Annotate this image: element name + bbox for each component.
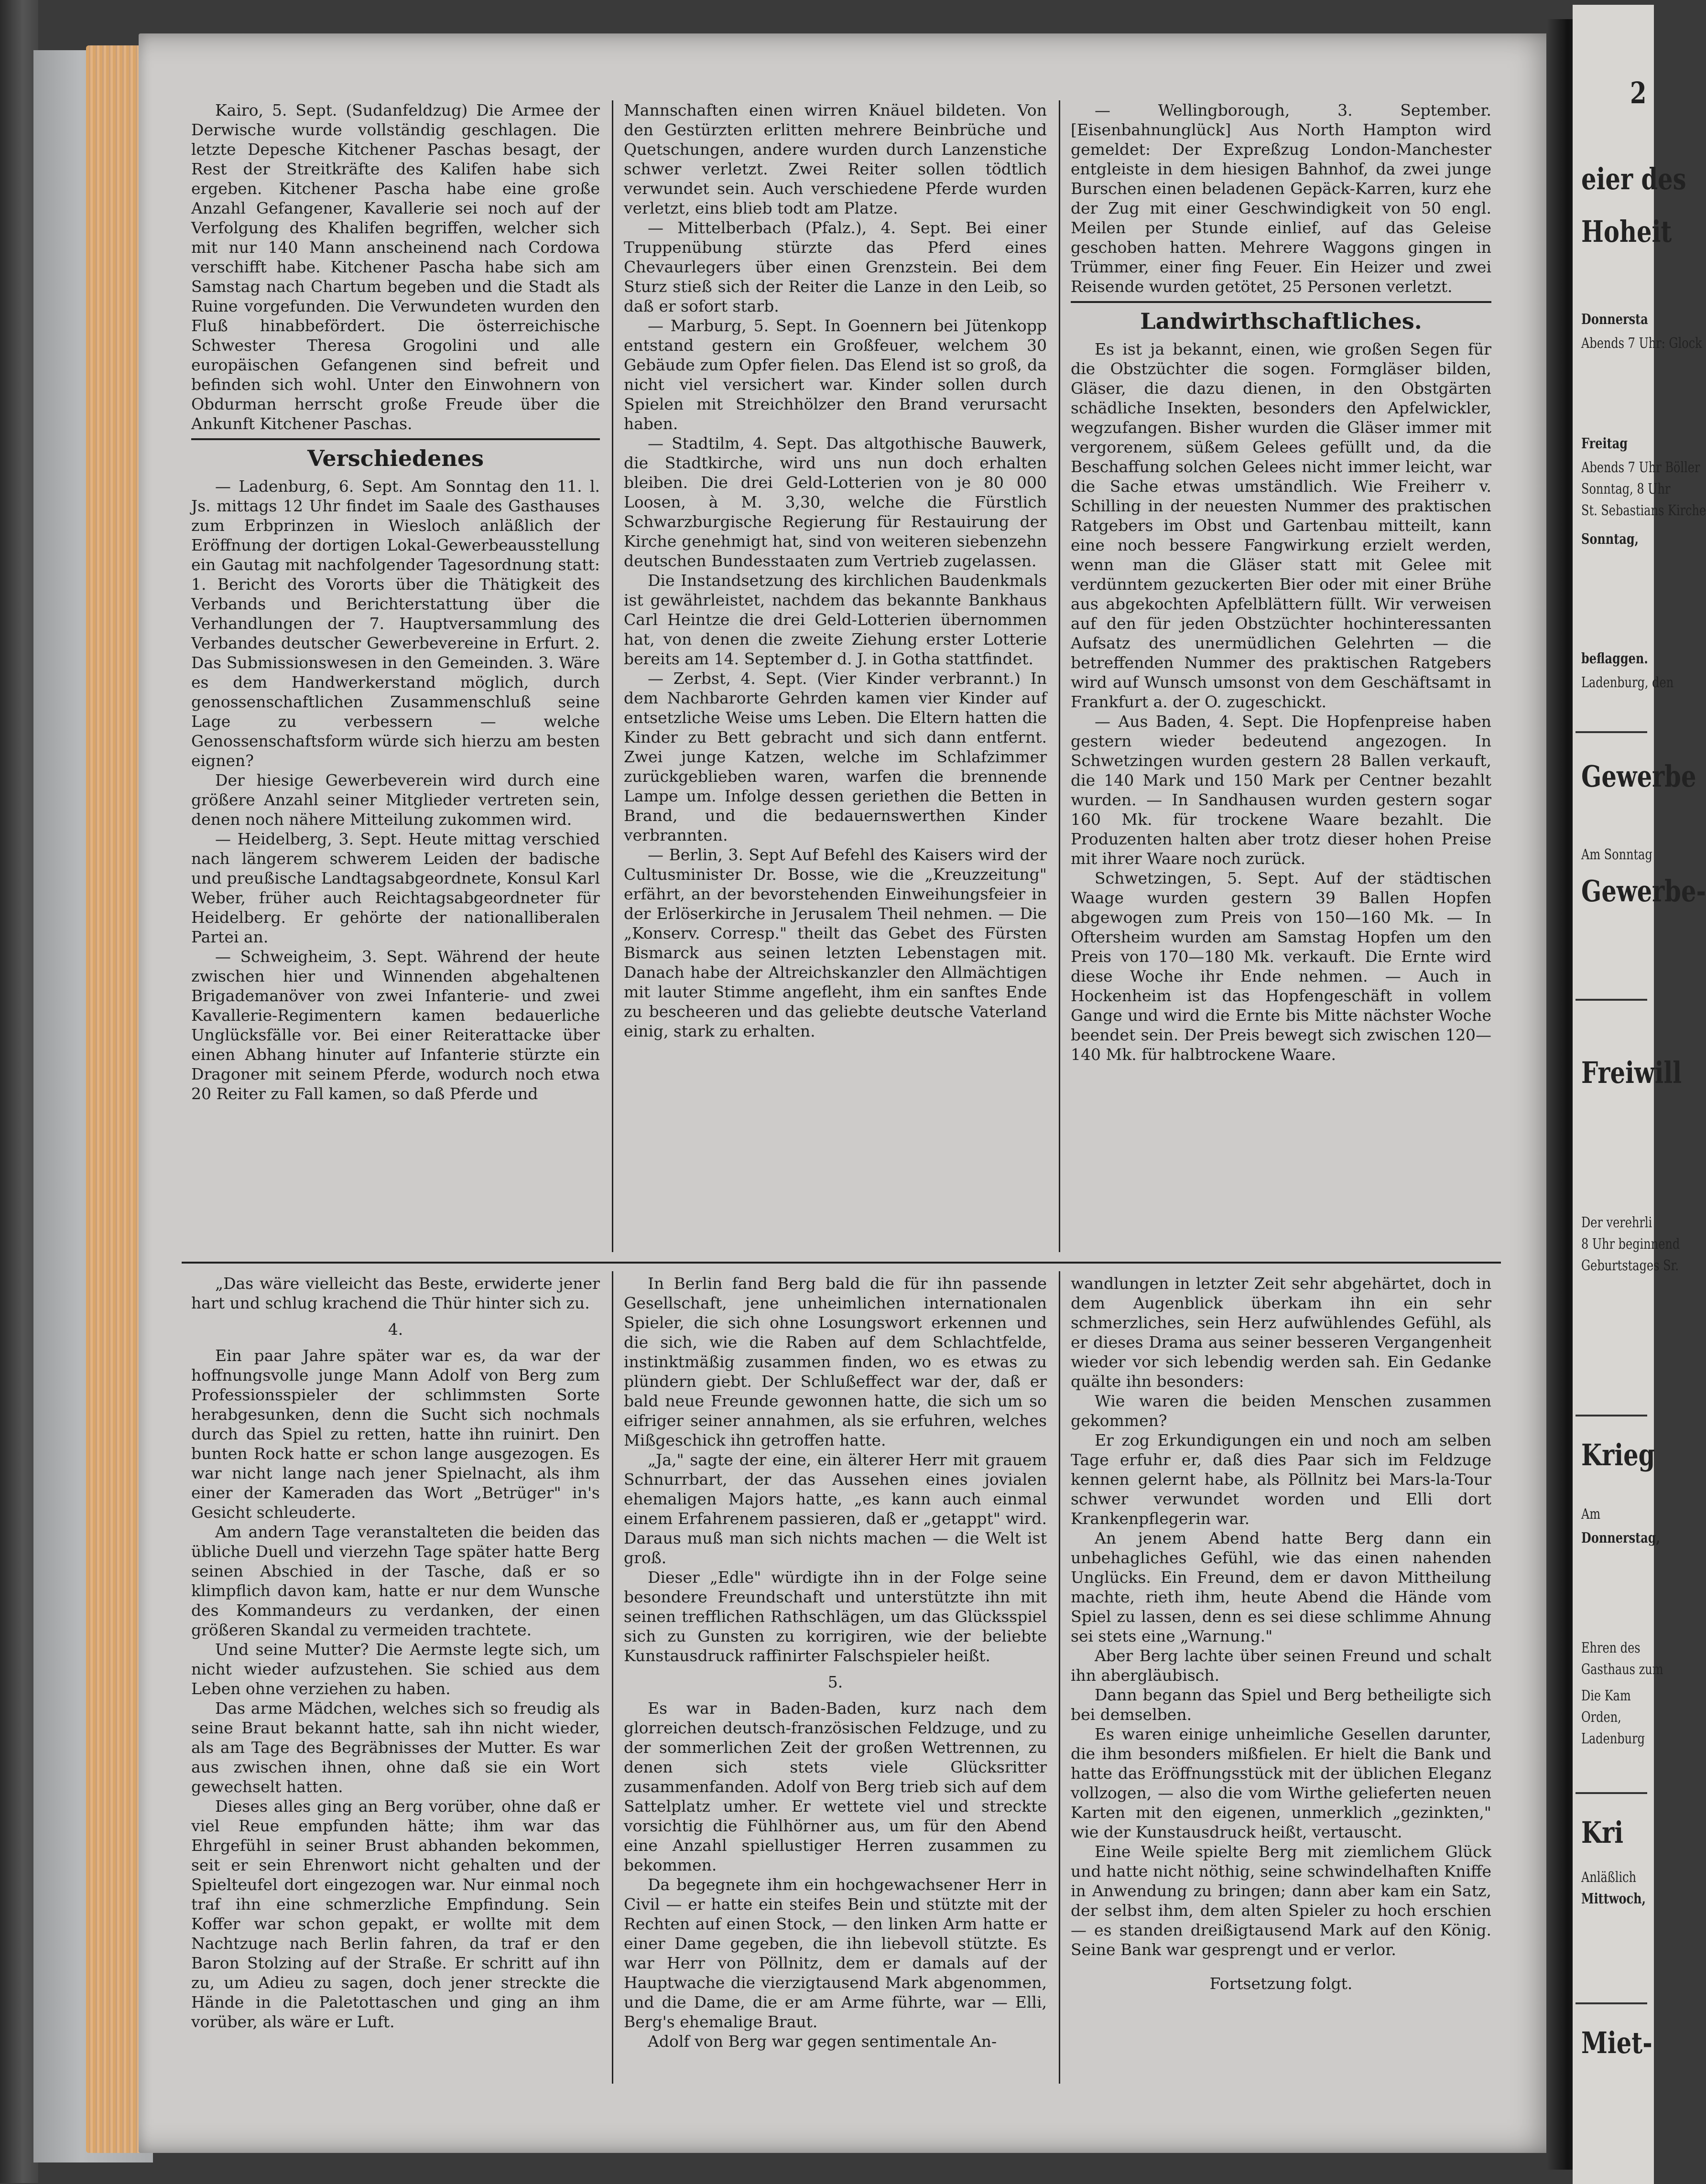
news-paragraph: — Berlin, 3. Sept Auf Befehl des Kaisers wird der Cultusminister Dr. Bosse, wie die „Kreuzzeitung" erfährt, an der bevorstehenden Einweihungsfeier in der Erlöserkirche in Jerusalem Theil nehmen. — Die „Konserv. Corresp." theilt das Gebet des Fürsten Bismarck aus seinen letzten Lebenstagen mit. Danach habe der Altreichskanzler den Allmächtigen mit lauter Stimme angefleht, ihm ein sanftes Ende zu bescheeren und das geliebte deutsche Vaterland einig, stark zu erhalten. [624, 845, 1047, 1040]
adjacent-page-fragment: Freiwill [1581, 1055, 1682, 1090]
adjacent-page-fragment: Abends 7 Uhr Böller [1581, 459, 1700, 476]
adjacent-page-fragment: Gasthaus zum [1581, 1661, 1663, 1678]
adjacent-page-fragment: Donnersta [1581, 311, 1648, 328]
story-paragraph: Wie waren die beiden Menschen zusammen gekommen? [1071, 1392, 1491, 1430]
story-paragraph: Adolf von Berg war gegen sentimentale An- [648, 2032, 997, 2051]
adjacent-page-fragment: 8 Uhr beginnend [1581, 1236, 1680, 1253]
chapter-number: 5. [827, 1673, 843, 1691]
adjacent-page-fragment: Gewerbe- [1581, 874, 1706, 908]
news-paragraph: — Wellingborough, 3. September. [Eisenbahnunglück] Aus North Hampton wird gemeldet: Der Expreßzug London-Manchester entgleiste in dem hiesigen Bahnhof, da zwei junge Burschen einen beladenen Gepäck-Karren, kurz ehe der Zug mit einer Geschwindigkeit von 50 engl. Meilen per Stunde einlief, auf das Geleise geschoben hatten. Mehrere Waggons gingen in Trümmer, einer fing Feuer. Ein Heizer und zwei Reisende wurden getötet, 25 Personen verletzt. [1071, 101, 1491, 296]
adjacent-page-fragment: 2 [1630, 76, 1647, 110]
story-paragraph: Dieses alles ging an Berg vorüber, ohne daß er viel Reue empfunden hätte; ihm war das Ehrgefühl in seiner Brust abhanden bekommen, seit er sein Ehrenwort nicht gehalten und der Spielteufel dort eingezogen war. Nur einmal noch traf ihn eine schmerzliche Empfindung. Sein Koffer war schon gepakt, er wollte mit dem Nachtzuge nach Berlin fahren, da traf er den Baron Stolzing auf der Straße. Er schritt auf ihn zu, um Adieu zu sagen, doch jener streckte die Hände in die Paletottaschen und ging an ihm vorüber, als wäre er Luft. [191, 1797, 600, 2031]
news-paragraph: Der hiesige Gewerbeverein wird durch eine größere Anzahl seiner Mitglieder vertreten sein, denen noch nähere Mitteilung zukommen wird. [191, 771, 600, 829]
continuation-note: Fortsetzung folgt. [1209, 1974, 1353, 1993]
column-rule [612, 1271, 613, 2084]
adjacent-page-fragment: Orden, [1581, 1709, 1621, 1726]
adjacent-page-fragment: beflaggen. [1581, 650, 1648, 667]
adjacent-page-fragment: St. Sebastians Kirche [1581, 502, 1706, 519]
story-paragraph: Er zog Erkundigungen ein und noch am selben Tage erfuhr er, daß dies Paar sich im Feldzuge kennen gelernt habe, als Pöllnitz bei Mars-la-Tour schwer verwundet worden und Elli dort Krankenpflegerin war. [1071, 1431, 1491, 1528]
book-binding-edge [0, 0, 38, 2183]
story-paragraph: Es waren einige unheimliche Gesellen darunter, die ihm besonders mißfielen. Er hielt die Bank und hatte das Eröffnungsstück mit der üblichen Eleganz vollzogen, — also die vom Wirthe gelieferten neuen Karten mit den eigenen, unmerklich „gezinkten," wie der Kunstausdruck heißt, vertauscht. [1071, 1725, 1491, 1841]
news-paragraph: — Zerbst, 4. Sept. (Vier Kinder verbrannt.) In dem Nachbarorte Gehrden kamen vier Kinder auf entsetzliche Weise ums Leben. Die Eltern hatten die Kinder zu Bett gebracht und sich dann entfernt. Zwei junge Katzen, welche im Schlafzimmer zurückgeblieben waren, warfen die brennende Lampe um. Infolge dessen geriethen die Betten in Brand, und die bedauernswerthen Kinder verbrannten. [624, 669, 1047, 844]
news-paragraph: — Schweigheim, 3. Sept. Während der heute zwischen hier und Winnenden abgehaltenen Brigademanöver von zwei Infanterie- und zwei Kavallerie-Regimentern kamen bedauerliche Unglücksfälle vor. Bei einer Reiterattacke über einen Abhang hinuter auf Infanterie stürzte ein Dragoner mit seinem Pferde, wodurch noch etwa 20 Reiter zu Fall kamen, so daß Pferde und [191, 947, 600, 1103]
story-paragraph: Ein paar Jahre später war es, da war der hoffnungsvolle junge Mann Adolf von Berg zum Professionsspieler der schlimmsten Sorte herabgesunken, denn die Sucht sich nochmals durch das Spiel zu retten, hatte ihn ruinirt. Den bunten Rock hatte er schon lange ausgezogen. Es war nicht lange nach jener Spielnacht, als ihm einer der Kameraden das Wort „Betrüger" in's Gesicht schleuderte. [191, 1346, 600, 1522]
story-paragraph: Das arme Mädchen, welches sich so freudig als seine Braut bekannt hatte, sah ihn nicht wieder, als am Tage des Begräbnisses der Mutter. Es war aus zwischen ihnen, ohne daß sie ein Wort gewechselt hatten. [191, 1699, 600, 1796]
adjacent-page-fragment: Krieg [1581, 1438, 1655, 1472]
adjacent-page-fragment: Freitag [1581, 435, 1628, 452]
adjacent-page-rule [1576, 999, 1647, 1001]
news-paragraph: Es ist ja bekannt, einen, wie großen Segen für die Obstzüchter die sogen. Formgläser bilden, Gläser, die dazu dienen, in den Obstgärten schädliche Insekten, besonders den Apfelwickler, wegzufangen. Bisher wurden die Gläser immer mit vergorenem, süßem Gelees gefüllt und, da die Beschaffung solchen Gelees nicht immer leicht, war die Sache etwas umständlich. Wie Freiherr v. Schilling in der neuesten Nummer des praktischen Ratgebers im Obst und Gartenbau mitteilt, kann eine noch bessere Fangwirkung erzielt werden, wenn man die Gläser statt mit Gelee mit verdünntem gezuckerten Bier oder mit einer Brühe aus abgekochten Apfelblättern füllt. Wir verweisen auf den für jeden Obstzüchter hochinteressanten Aufsatz des unermüdlichen Gelehrten — die betreffenden Nummer des praktischen Ratgebers wird auf Wunsch umsonst von dem Geschäftsamt in Frankfurt a. der O. zugeschickt. [1071, 340, 1491, 711]
story-paragraph: Am andern Tage veranstalteten die beiden das übliche Duell und vierzehn Tage später hatte Berg seinen Abschied in der Tasche, daß er so klimpflich davon kam, hatte er nur dem Wunsche des Kommandeurs zu verdanken, der einen größeren Skandal zu vermeiden trachtete. [191, 1523, 600, 1639]
adjacent-page-fragment: eier des [1581, 162, 1686, 196]
adjacent-page-fragment: Sonntag, [1581, 531, 1639, 548]
story-paragraph: Dieser „Edle" würdigte ihn in der Folge seine besondere Freundschaft und unterstützte ihn mit seinen trefflichen Rathschlägen, um das Glücksspiel sich zu Gunsten zu korrigiren, wie der beliebte Kunstausdruck raffinirter Falschspieler heißt. [624, 1568, 1047, 1665]
news-paragraph: Kairo, 5. Sept. (Sudanfeldzug) Die Armee der Derwische wurde vollständig geschlagen. Die letzte Depesche Kitchener Paschas besagt, der Rest der Streitkräfte des Kalifen habe sich ergeben. Kitchener Pascha habe eine große Anzahl Gefangener, Kavallerie sei noch auf der Verfolgung des Khalifen begriffen, welcher sich mit nur 140 Mann anscheinend nach Cordowa verschifft habe. Kitchener Pascha habe sich am Samstag nach Chartum begeben und die Stadt als Ruine vorgefunden. Die Verwundeten wurden den Fluß hinabbefördert. Die österreichische Schwester Theresa Grogolini und alle europäischen Gefangenen sind befreit und befinden sich wohl. Unter den Einwohnern von Obdurman herrscht große Freude über die Ankunft Kitchener Paschas. [191, 101, 600, 433]
page-stack-edge [86, 45, 143, 2153]
story-paragraph: wandlungen in letzter Zeit sehr abgehärtet, doch in dem Augenblick überkam ihn ein sehr schmerzliches, sein Herz aufwühlendes Gefühl, als er dieses Drama aus seiner besseren Vergangenheit wieder vor sich lebendig werden sah. Ein Gedanke quälte ihn besonders: [1071, 1274, 1491, 1391]
adjacent-page-rule [1576, 731, 1647, 733]
section-heading-landwirthschaftliches: Landwirthschaftliches. [1140, 308, 1422, 334]
story-paragraph: Aber Berg lachte über seinen Freund und schalt ihn abergläubisch. [1071, 1646, 1491, 1685]
adjacent-page-fragment: Geburtstages Sr. [1581, 1257, 1679, 1274]
news-paragraph: — Aus Baden, 4. Sept. Die Hopfenpreise haben gestern wieder bedeutend angezogen. In Schwetzingen wurden gestern 28 Ballen verkauft, die 140 Mark und 150 Mark per Centner bezahlt wurden. — In Sandhausen wurden gestern sogar 160 Mk. für trockene Waare bezahlt. Die Produzenten halten aber trotz dieser hohen Preise mit ihrer Waare noch zurück. [1071, 712, 1491, 868]
adjacent-page-fragment: Ladenburg [1581, 1730, 1645, 1747]
section-heading-verschiedenes: Verschiedenes [307, 445, 484, 471]
adjacent-page-fragment: Am [1581, 1506, 1601, 1523]
column-rule [1059, 100, 1060, 1252]
story-paragraph: In Berlin fand Berg bald die für ihn passende Gesellschaft, jene unheimlichen internationalen Spieler, die sich ohne Losungswort erkennen und die sich, wie die Raben auf dem Schlachtfelde, instinktmäßig zusammen finden, wo es etwas zu plündern giebt. Der Schlußeffect war der, daß er bald neue Freunde gewonnen hatte, die sich um so eifriger seiner annahmen, als sie erfuhren, welches Mißgeschick ihn getroffen hatte. [624, 1274, 1047, 1449]
adjacent-page-fragment: Die Kam [1581, 1687, 1631, 1704]
feuilleton-column-3 [1071, 1274, 1491, 2000]
story-paragraph: „Das wäre vielleicht das Beste, erwiderte jener hart und schlug krachend die Thür hinter sich zu. [191, 1274, 600, 1312]
adjacent-page-fragment: Gewerbe [1581, 759, 1696, 794]
feuilleton-column-1 [191, 1274, 600, 2032]
chapter-number: 4. [388, 1320, 403, 1339]
adjacent-page-fragment: Mittwoch, [1581, 1891, 1646, 1907]
story-paragraph: Da begegnete ihm ein hochgewachsener Herr in Civil — er hatte ein steifes Bein und stützte mit der Rechten auf einen Stock, — den linken Arm hatte er einer Dame gegeben, die ihn liebevoll stützte. Es war Herr von Pöllnitz, dem er damals auf der Hauptwache die vierzigtausend Mark abgenommen, und die Dame, die er am Arme führte, war — Elli, Berg's ehemalige Braut. [624, 1875, 1047, 2031]
adjacent-page-fragment: Donnerstag, [1581, 1530, 1660, 1546]
column-rule [1059, 1271, 1060, 2084]
news-paragraph: Schwetzingen, 5. Sept. Auf der städtischen Waage wurden gestern 39 Ballen Hopfen abgewogen zum Preis von 150—160 Mk. — In Oftersheim wurden am Samstag Hopfen um den Preis von 170—180 Mk. verkauft. Die Ernte wird diese Woche ihr Ende nehmen. — Auch in Hockenheim ist das Hopfengeschäft in vollem Gange und wird die Ernte bis Mitte nächster Woche beendet sein. Der Preis bewegt sich zwischen 120—140 Mk. für halbtrockene Waare. [1071, 869, 1491, 1064]
news-paragraph: — Stadtilm, 4. Sept. Das altgothische Bauwerk, die Stadtkirche, wird uns nun doch erhalten bleiben. Die drei Geld-Lotterien von je 80 000 Loosen, à M. 3,30, welche die Fürstlich Schwarzburgische Regierung für Restauirung der Kirche genehmigt hat, sind von weiteren siebenzehn deutschen Bundesstaaten zum Vertrieb zugelassen. [624, 434, 1047, 570]
column-rule [612, 100, 613, 1252]
top-column-1 [191, 100, 600, 1103]
story-paragraph: Und seine Mutter? Die Aermste legte sich, um nicht wieder aufzustehen. Sie schied aus dem Leben ohne verziehen zu haben. [191, 1640, 600, 1698]
adjacent-page-rule [1576, 2002, 1647, 2004]
adjacent-page-rule [1576, 1415, 1647, 1416]
news-paragraph: — Mittelberbach (Pfalz.), 4. Sept. Bei einer Truppenübung stürzte das Pferd eines Chevaurlegers über einen Grenzstein. Bei dem Sturz stieß sich der Reiter die Lanze in den Leib, so daß er sofort starb. [624, 218, 1047, 315]
news-paragraph: — Marburg, 5. Sept. In Goennern bei Jütenkopp entstand gestern ein Großfeuer, welchem 30 Gebäude zum Opfer fielen. Das Elend ist so groß, da nicht viel versichert war. Kinder sollen durch Spielen mit Streichhölzer den Brand verursacht haben. [624, 316, 1047, 433]
adjacent-page-fragment: Der verehrli [1581, 1214, 1652, 1231]
adjacent-page-fragment: Am Sonntag [1581, 846, 1652, 863]
section-divider [191, 438, 600, 440]
adjacent-page-fragment: Miet- [1581, 2025, 1652, 2060]
section-divider [1071, 301, 1491, 303]
adjacent-page-fragment: Ehren des [1581, 1640, 1641, 1656]
adjacent-page-fragment: Anläßlich [1581, 1869, 1637, 1886]
adjacent-page-edge [1573, 5, 1706, 2184]
news-paragraph: — Ladenburg, 6. Sept. Am Sonntag den 11. l. Js. mittags 12 Uhr findet im Saale des Gasthauses zum Erbprinzen in Wiesloch anläßlich der Eröffnung der dortigen Lokal-Gewerbeausstellung ein Gautag mit nachfolgender Tagesordnung statt: 1. Bericht des Vororts über die Thätigkeit des Verbands und Berichterstattung über die Verhandlungen der 7. Hauptversammlung des Verbandes deutscher Gewerbevereine in Erfurt. 2. Das Submissionswesen in den Gemeinden. 3. Wäre es dem Handwerkerstand möglich, durch genossenschaftlichen Zusammenschluß seine Lage zu verbessern — welche Genossenschaftsform würde sich hierzu am besten eignen? [191, 477, 600, 770]
top-column-2 [624, 100, 1047, 1041]
newspaper-page [139, 33, 1561, 2153]
feuilleton-column-2 [624, 1274, 1047, 2051]
story-paragraph: An jenem Abend hatte Berg dann ein unbehagliches Gefühl, wie das einen nahenden Unglücks. Ein Freund, dem er davon Mittheilung machte, rieth ihm, heute Abend die Hände vom Spiel zu lassen, denn es sei diese schlimme Ahnung sei stets eine „Warnung." [1071, 1529, 1491, 1645]
story-paragraph: Eine Weile spielte Berg mit ziemlichem Glück und hatte nicht nöthig, seine schwindelhaften Kniffe in Anwendung zu bringen; dann aber kam ein Satz, der selbst ihm, dem alten Spieler zu hoch erschien — es standen dreißigtausend Mark auf den König. Seine Bank war gesprengt und er verlor. [1071, 1842, 1491, 1959]
feuilleton-divider [182, 1262, 1501, 1264]
story-paragraph: Es war in Baden-Baden, kurz nach dem glorreichen deutsch-französischen Feldzuge, und zu der sommerlichen Zeit der großen Wettrennen, zu denen sich stets viele Glücksritter zusammenfanden. Adolf von Berg trieb sich auf dem Sattelplatz umher. Er wettete viel und streckte vorsichtig die Fühlhörner aus, um für den Abend eine Anzahl spiellustiger Herren zusammen zu bekommen. [624, 1699, 1047, 1874]
news-paragraph: Die Instandsetzung des kirchlichen Baudenkmals ist gewährleistet, nachdem das bekannte Bankhaus Carl Heintze die drei Geld-Lotterien übernommen hat, von denen die zweite Ziehung erster Lotterie bereits am 14. September d. J. in Gotha stattfindet. [624, 571, 1047, 668]
story-paragraph: „Ja," sagte der eine, ein älterer Herr mit grauem Schnurrbart, der das Aussehen eines jovialen ehemaligen Majors hatte, „es kann auch einmal einem Erfahrenem passieren, daß er „getappt" wird. Daraus muß man sich nichts machen — die Welt ist groß. [624, 1450, 1047, 1567]
adjacent-page-fragment: Hoheit [1581, 214, 1672, 249]
adjacent-page-rule [1576, 1792, 1647, 1794]
adjacent-page-fragment: Ladenburg, den [1581, 674, 1674, 691]
adjacent-page-fragment: Sonntag, 8 Uhr [1581, 481, 1671, 497]
adjacent-page-fragment: Abends 7 Uhr: Glock [1581, 335, 1702, 352]
story-paragraph: Dann begann das Spiel und Berg betheiligte sich bei demselben. [1071, 1686, 1491, 1724]
adjacent-page-fragment: Kri [1581, 1815, 1624, 1850]
news-paragraph: — Heidelberg, 3. Sept. Heute mittag verschied nach längerem schwerem Leiden der badische und preußische Landtagsabgeordnete, Konsul Karl Weber, früher auch Reichtagsabgeordneter für Heidelberg. Er gehörte der nationalliberalen Partei an. [191, 830, 600, 946]
top-column-3 [1071, 100, 1491, 1064]
news-paragraph: Mannschaften einen wirren Knäuel bildeten. Von den Gestürzten erlitten mehrere Beinbrüche und Quetschungen, andere wurden durch Lanzenstiche schwer verletzt. Zwei Reiter sollen tödtlich verwundet sein. Auch verschiedene Pferde wurden verletzt, eins blieb todt am Platze. [624, 101, 1047, 217]
